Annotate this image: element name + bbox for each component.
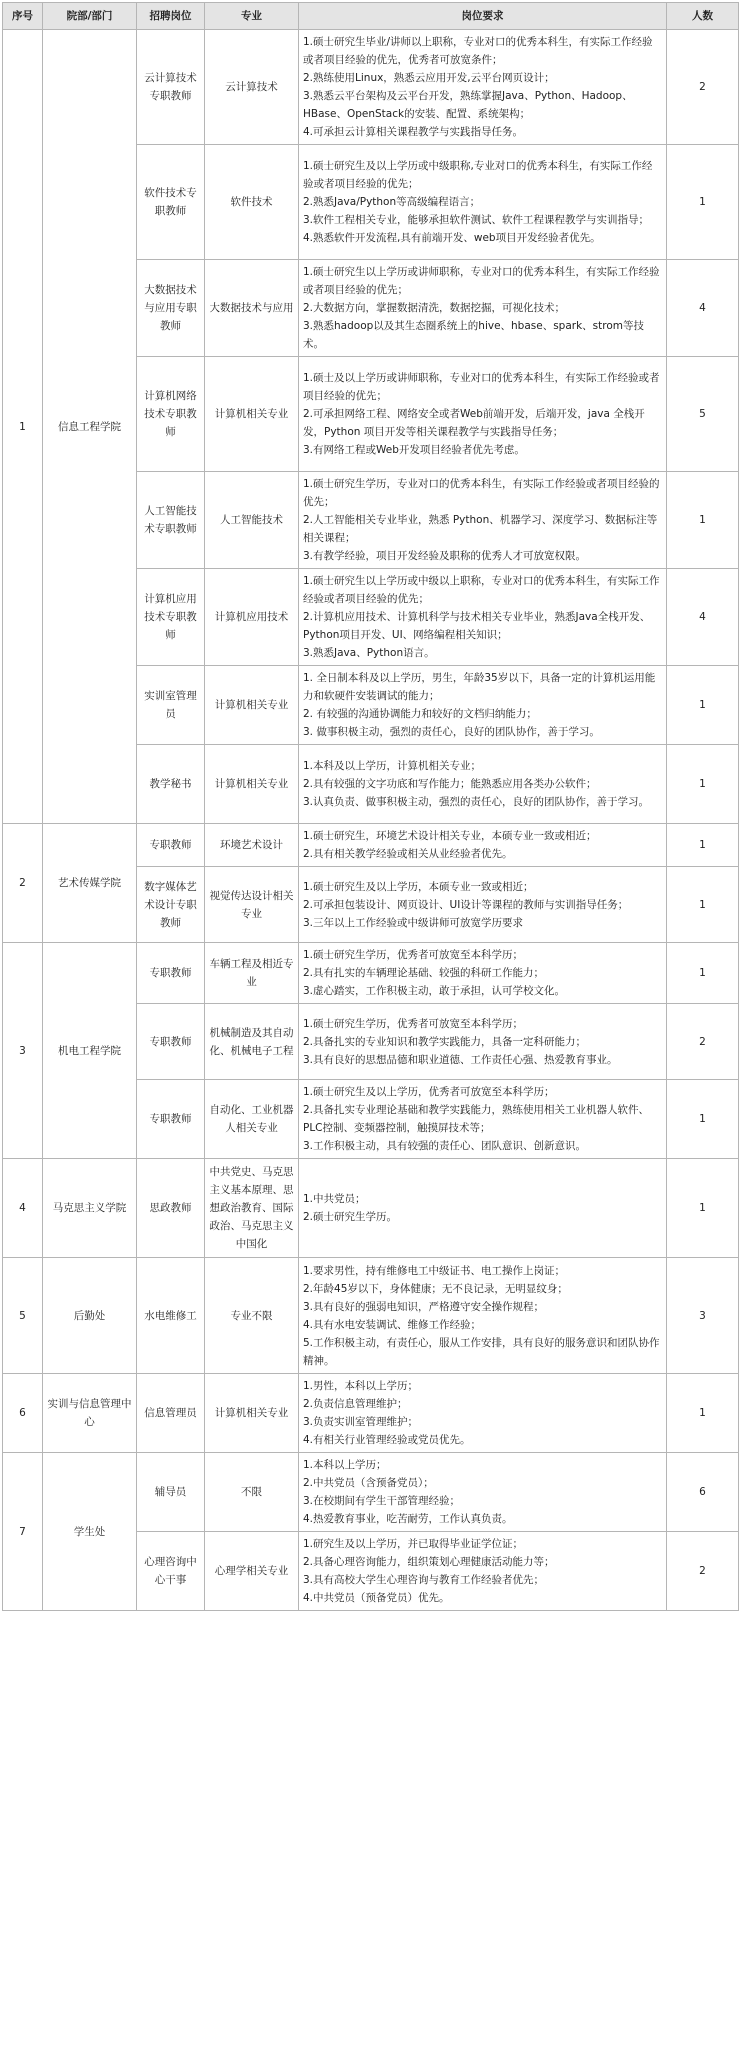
requirement-line: 3.具有良好的强弱电知识，严格遵守安全操作规程； (303, 1300, 545, 1313)
major-cell: 中共党史、马克思主义基本原理、思想政治教育、国际政治、马克思主义中国化 (205, 1159, 299, 1258)
requirement-line: 2.可承担网络工程、网络安全或者Web前端开发，后端开发，java 全栈开发，Python 项目开发等相关课程教学与实践指导任务； (303, 408, 645, 438)
position-cell: 计算机应用技术专职教师 (137, 569, 205, 666)
requirement-line: 5.工作积极主动，有责任心，服从工作安排，具有良好的服务意识和团队协作精神。 (303, 1336, 660, 1367)
dept-cell: 艺术传媒学院 (43, 824, 137, 943)
seq-cell: 1 (3, 30, 43, 824)
dept-cell: 实训与信息管理中心 (43, 1374, 137, 1453)
position-cell: 大数据技术与应用专职教师 (137, 260, 205, 357)
requirement-line: 1.硕士及以上学历或讲师职称，专业对口的优秀本科生，有实际工作经验或者项目经验的优先； (303, 372, 660, 402)
count-cell: 2 (667, 1532, 739, 1611)
requirement-line: 1.研究生及以上学历，并已取得毕业证学位证； (303, 1538, 524, 1550)
seq-cell: 4 (3, 1159, 43, 1258)
requirement-line: 3.三年以上工作经验或中级讲师可放宽学历要求 (303, 916, 524, 929)
count-cell: 4 (667, 260, 739, 357)
requirements-cell (299, 472, 667, 569)
requirement-line: 2.具备心理咨询能力，组织策划心理健康活动能力等； (303, 1556, 555, 1568)
requirement-line: 1.硕士研究生学历，优秀者可放宽至本科学历； (303, 949, 524, 961)
major-cell: 视觉传达设计相关专业 (205, 867, 299, 943)
table-body (3, 30, 739, 1611)
requirements-cell (299, 1004, 667, 1080)
requirement-line: 4.中共党员（预备党员）优先。 (303, 1592, 450, 1604)
requirement-line: 3.具有高校大学生心理咨询与教育工作经验者优先； (303, 1574, 545, 1586)
seq-cell: 2 (3, 824, 43, 943)
dept-cell: 学生处 (43, 1453, 137, 1611)
major-cell: 不限 (205, 1453, 299, 1532)
position-cell: 心理咨询中心干事 (137, 1532, 205, 1611)
position-cell: 教学秘书 (137, 745, 205, 824)
table-row (3, 30, 739, 145)
header-dept: 院部/部门 (43, 3, 137, 30)
requirement-line: 3.具有良好的思想品德和职业道德、工作责任心强、热爱教育事业。 (303, 1053, 618, 1066)
requirement-line: 3.认真负责、做事积极主动，强烈的责任心，良好的团队协作，善于学习。 (303, 796, 650, 808)
count-cell: 1 (667, 867, 739, 943)
requirement-line: 1.硕士研究生，环境艺术设计相关专业，本硕专业一致或相近； (303, 830, 597, 842)
requirement-line: 4.可承担云计算相关课程教学与实践指导任务。 (303, 126, 524, 138)
major-cell: 计算机相关专业 (205, 666, 299, 745)
count-cell: 1 (667, 472, 739, 569)
requirement-line: 2.具备扎实的专业知识和教学实践能力，具备一定科研能力； (303, 1035, 587, 1048)
requirement-line: 2.人工智能相关专业毕业，熟悉 Python、机器学习、深度学习、数据标注等相关课程； (303, 514, 658, 544)
requirement-line: 1. 全日制本科及以上学历，男生，年龄35岁以下，具备一定的计算机运用能力和软硬件安装调试的能力； (303, 672, 656, 702)
requirement-line: 1.本科以上学历； (303, 1459, 387, 1471)
requirement-line: 2.可承担包装设计、网页设计、UI设计等课程的教师与实训指导任务； (303, 898, 629, 911)
count-cell: 1 (667, 1080, 739, 1159)
requirements-cell (299, 824, 667, 867)
count-cell: 6 (667, 1453, 739, 1532)
requirement-line: 2. 有较强的沟通协调能力和较好的文档归纳能力； (303, 708, 537, 720)
header-seq: 序号 (3, 3, 43, 30)
requirement-line: 1.硕士研究生及以上学历，优秀者可放宽至本科学历； (303, 1086, 555, 1098)
count-cell: 1 (667, 145, 739, 260)
requirement-line: 2.具有相关教学经验或相关从业经验者优先。 (303, 848, 513, 860)
requirement-line: 2.具有扎实的车辆理论基础、较强的科研工作能力； (303, 967, 545, 979)
major-cell: 计算机相关专业 (205, 357, 299, 472)
major-cell: 专业不限 (205, 1258, 299, 1374)
dept-cell: 马克思主义学院 (43, 1159, 137, 1258)
requirement-line: 4.具有水电安装调试、维修工作经验； (303, 1318, 482, 1331)
table-row (3, 1258, 739, 1374)
requirement-line: 1.本科及以上学历，计算机相关专业； (303, 760, 482, 772)
major-cell: 大数据技术与应用 (205, 260, 299, 357)
position-cell: 专职教师 (137, 1004, 205, 1080)
position-cell: 人工智能技术专职教师 (137, 472, 205, 569)
table-row (3, 1453, 739, 1532)
position-cell: 云计算技术专职教师 (137, 30, 205, 145)
position-cell: 专职教师 (137, 1080, 205, 1159)
requirement-line: 2.中共党员（含预备党员）； (303, 1477, 434, 1489)
major-cell: 自动化、工业机器人相关专业 (205, 1080, 299, 1159)
major-cell: 人工智能技术 (205, 472, 299, 569)
requirement-line: 3.熟悉hadoop以及其生态圈系统上的hive、hbase、spark、strom等技术。 (303, 320, 645, 350)
major-cell: 机械制造及其自动化、机械电子工程 (205, 1004, 299, 1080)
seq-cell: 3 (3, 943, 43, 1159)
requirement-line: 2.负责信息管理维护； (303, 1398, 408, 1410)
requirement-line: 3.软件工程相关专业，能够承担软件测试、软件工程课程教学与实训指导； (303, 214, 650, 226)
requirement-line: 1.中共党员； (303, 1193, 366, 1205)
header-row (3, 3, 739, 30)
requirement-line: 3. 做事积极主动，强烈的责任心，良好的团队协作，善于学习。 (303, 726, 600, 738)
position-cell: 辅导员 (137, 1453, 205, 1532)
requirement-line: 1.硕士研究生学历，专业对口的优秀本科生，有实际工作经验或者项目经验的优先； (303, 478, 660, 508)
count-cell: 1 (667, 824, 739, 867)
major-cell: 心理学相关专业 (205, 1532, 299, 1611)
major-cell: 软件技术 (205, 145, 299, 260)
table-row (3, 824, 739, 867)
position-cell: 专职教师 (137, 824, 205, 867)
requirement-line: 2.大数据方向，掌握数据清洗，数据挖掘，可视化技术； (303, 302, 566, 314)
major-cell: 计算机相关专业 (205, 1374, 299, 1453)
requirements-cell (299, 867, 667, 943)
count-cell: 1 (667, 666, 739, 745)
position-cell: 实训室管理员 (137, 666, 205, 745)
requirement-line: 1.硕士研究生毕业/讲师以上职称，专业对口的优秀本科生，有实际工作经验或者项目经验的优先，优秀者可放宽条件； (303, 36, 653, 66)
requirements-cell (299, 745, 667, 824)
requirement-line: 3.负责实训室管理维护； (303, 1416, 419, 1428)
requirement-line: 2.年龄45岁以下，身体健康；无不良记录，无明显纹身； (303, 1282, 568, 1295)
header-count: 人数 (667, 3, 739, 30)
dept-cell: 信息工程学院 (43, 30, 137, 824)
requirement-line: 3.熟悉云平台架构及云平台开发，熟练掌握Java、Python、Hadoop、HBase、OpenStack的安装、配置、系统架构； (303, 90, 633, 120)
requirement-line: 1.男性，本科以上学历； (303, 1380, 419, 1392)
requirement-line: 3.有教学经验，项目开发经验及职称的优秀人才可放宽权限。 (303, 550, 587, 562)
requirement-line: 1.硕士研究生及以上学历，本硕专业一致或相近； (303, 880, 534, 893)
requirements-cell (299, 260, 667, 357)
count-cell: 1 (667, 943, 739, 1004)
requirement-line: 2.熟练使用Linux，熟悉云应用开发,云平台网页设计； (303, 72, 555, 84)
header-major: 专业 (205, 3, 299, 30)
requirement-line: 2.具备扎实专业理论基础和教学实践能力，熟练使用相关工业机器人软件、PLC控制、变频器控制，触摸屏技术等； (303, 1104, 650, 1134)
requirement-line: 2.计算机应用技术、计算机科学与技术相关专业毕业，熟悉Java全栈开发、Python项目开发、UI、网络编程相关知识； (303, 611, 651, 641)
position-cell: 数字媒体艺术设计专职教师 (137, 867, 205, 943)
major-cell: 车辆工程及相近专业 (205, 943, 299, 1004)
requirements-cell (299, 1080, 667, 1159)
requirement-line: 1.硕士研究生及以上学历或中级职称,专业对口的优秀本科生，有实际工作经验或者项目经验的优先； (303, 160, 653, 190)
requirements-cell (299, 1258, 667, 1374)
position-cell: 水电维修工 (137, 1258, 205, 1374)
requirement-line: 2.熟悉Java/Python等高级编程语言； (303, 196, 481, 208)
requirements-cell (299, 1159, 667, 1258)
seq-cell: 5 (3, 1258, 43, 1374)
requirements-cell (299, 30, 667, 145)
count-cell: 2 (667, 1004, 739, 1080)
count-cell: 1 (667, 1159, 739, 1258)
requirement-line: 4.有相关行业管理经验或党员优先。 (303, 1434, 471, 1446)
requirements-cell (299, 357, 667, 472)
table-row (3, 1374, 739, 1453)
position-cell: 计算机网络技术专职教师 (137, 357, 205, 472)
requirement-line: 3.熟悉Java、Python语言。 (303, 647, 435, 659)
requirement-line: 3.有网络工程或Web开发项目经验者优先考虑。 (303, 444, 525, 456)
requirement-line: 2.硕士研究生学历。 (303, 1211, 398, 1223)
count-cell: 2 (667, 30, 739, 145)
major-cell: 计算机应用技术 (205, 569, 299, 666)
seq-cell: 7 (3, 1453, 43, 1611)
requirements-cell (299, 1532, 667, 1611)
recruitment-table (2, 2, 739, 1611)
requirement-line: 3.在校期间有学生干部管理经验； (303, 1495, 461, 1507)
count-cell: 1 (667, 745, 739, 824)
requirement-line: 2.具有较强的文字功底和写作能力；能熟悉应用各类办公软件； (303, 778, 597, 790)
major-cell: 云计算技术 (205, 30, 299, 145)
requirement-line: 1.硕士研究生学历，优秀者可放宽至本科学历； (303, 1017, 524, 1030)
requirement-line: 1.要求男性，持有维修电工中级证书、电工操作上岗证； (303, 1264, 566, 1277)
table-row (3, 1159, 739, 1258)
requirement-line: 3.虚心踏实，工作积极主动，敢于承担，认可学校文化。 (303, 985, 566, 997)
requirements-cell (299, 943, 667, 1004)
seq-cell: 6 (3, 1374, 43, 1453)
count-cell: 1 (667, 1374, 739, 1453)
dept-cell: 后勤处 (43, 1258, 137, 1374)
dept-cell: 机电工程学院 (43, 943, 137, 1159)
requirement-line: 3.工作积极主动，具有较强的责任心、团队意识、创新意识。 (303, 1140, 587, 1152)
requirement-line: 4.熟悉软件开发流程,具有前端开发、web项目开发经验者优先。 (303, 232, 601, 244)
requirements-cell (299, 666, 667, 745)
count-cell: 4 (667, 569, 739, 666)
position-cell: 信息管理员 (137, 1374, 205, 1453)
position-cell: 思政教师 (137, 1159, 205, 1258)
requirements-cell (299, 145, 667, 260)
position-cell: 专职教师 (137, 943, 205, 1004)
requirement-line: 1.硕士研究生以上学历或讲师职称，专业对口的优秀本科生，有实际工作经验或者项目经验的优先； (303, 266, 660, 296)
position-cell: 软件技术专职教师 (137, 145, 205, 260)
requirements-cell (299, 1374, 667, 1453)
header-requirements: 岗位要求 (299, 3, 667, 30)
table-row (3, 943, 739, 1004)
header-position: 招聘岗位 (137, 3, 205, 30)
count-cell: 3 (667, 1258, 739, 1374)
requirements-cell (299, 1453, 667, 1532)
requirement-line: 4.热爱教育事业，吃苦耐劳，工作认真负责。 (303, 1513, 513, 1525)
requirement-line: 1.硕士研究生以上学历或中级以上职称，专业对口的优秀本科生，有实际工作经验或者项目经验的优先； (303, 575, 660, 605)
major-cell: 计算机相关专业 (205, 745, 299, 824)
requirements-cell (299, 569, 667, 666)
count-cell: 5 (667, 357, 739, 472)
major-cell: 环境艺术设计 (205, 824, 299, 867)
